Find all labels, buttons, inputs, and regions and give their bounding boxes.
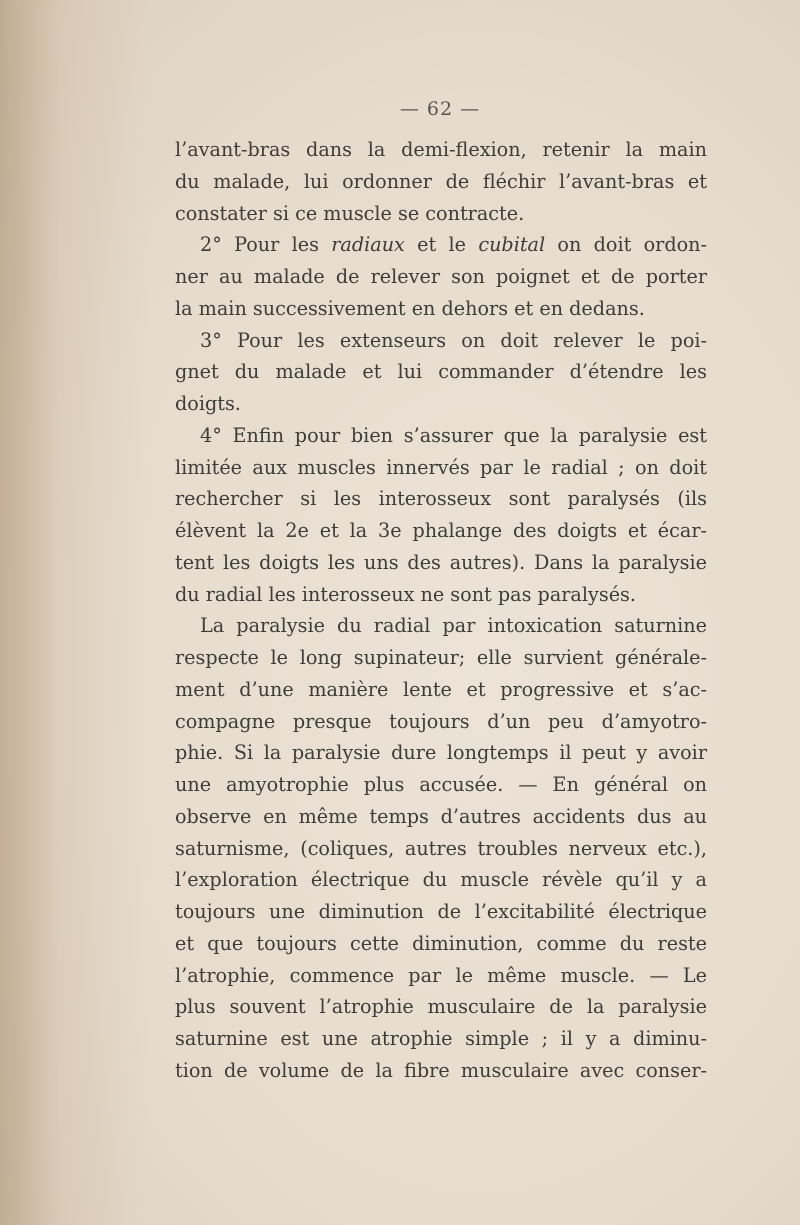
text-line: doigts. [175, 392, 241, 415]
text-fragment: 2° Pour les [200, 233, 332, 257]
text-line: la main successivement en dehors et en dedans. [175, 296, 645, 320]
text-fragment: on doit ordon- [545, 233, 708, 257]
text-line: observe en même temps d’autres accidents dus au [175, 804, 707, 828]
text-line: 3° Pour les extenseurs on doit relever le poi- [200, 328, 707, 352]
text-line: tent les doigts les uns des autres). Dans la paralysie [175, 550, 707, 574]
text-line: saturnisme, (coliques, autres troubles nerveux etc.), [175, 836, 707, 860]
text-line: limitée aux muscles innervés par le radial ; on doit [175, 455, 707, 479]
page-number: — 62 — [399, 98, 481, 120]
text-line: 4° Enfin pour bien s’assurer que la paralysie est [200, 423, 707, 447]
text-line: plus souvent l’atrophie musculaire de la paralysie [175, 995, 707, 1019]
text-line: l’atrophie, commence par le même muscle. — Le [175, 963, 707, 987]
text-line: tion de volume de la fibre musculaire avec conser- [175, 1058, 707, 1082]
text-line: compagne presque toujours d’un peu d’amyotro- [175, 709, 707, 733]
text-line: respecte le long supinateur; elle survient générale- [175, 646, 707, 669]
text-line: phie. Si la paralysie dure longtemps il peut y avoir [175, 741, 707, 765]
text-line: une amyotrophie plus accusée. — En général on [175, 773, 707, 796]
text-line: du radial les interosseux ne sont pas paralysés. [175, 582, 636, 606]
text-fragment: et le [404, 233, 479, 257]
text-line: l’avant-bras dans la demi-flexion, retenir la main [175, 138, 707, 161]
text-line: rechercher si les interosseux sont paralysés (ils [175, 487, 707, 511]
text-line: constater si ce muscle se contracte. [175, 201, 525, 225]
text-line: l’exploration électrique du muscle révèle qu’il y a [175, 868, 707, 892]
text-line: ner au malade de relever son poignet et de porter [175, 265, 707, 288]
text-line: La paralysie du radial par intoxication saturnine [200, 614, 707, 638]
text-line: toujours une diminution de l’excitabilité électrique [175, 900, 707, 923]
text-line: saturnine est une atrophie simple ; il y a diminu- [175, 1027, 707, 1050]
italic-term: cubital [478, 233, 546, 257]
italic-term: radiaux [331, 233, 405, 257]
text-line: gnet du malade et lui commander d’étendre les [175, 360, 707, 384]
text-line: élèvent la 2e et la 3e phalange des doigts et écar- [175, 519, 707, 542]
text-line: du malade, lui ordonner de fléchir l’avant-bras et [175, 169, 707, 193]
text-line: et que toujours cette diminution, comme du reste [175, 931, 707, 955]
text-line [175, 229, 707, 261]
body-text [175, 134, 707, 1087]
text-line: ment d’une manière lente et progressive et s’ac- [175, 677, 707, 701]
